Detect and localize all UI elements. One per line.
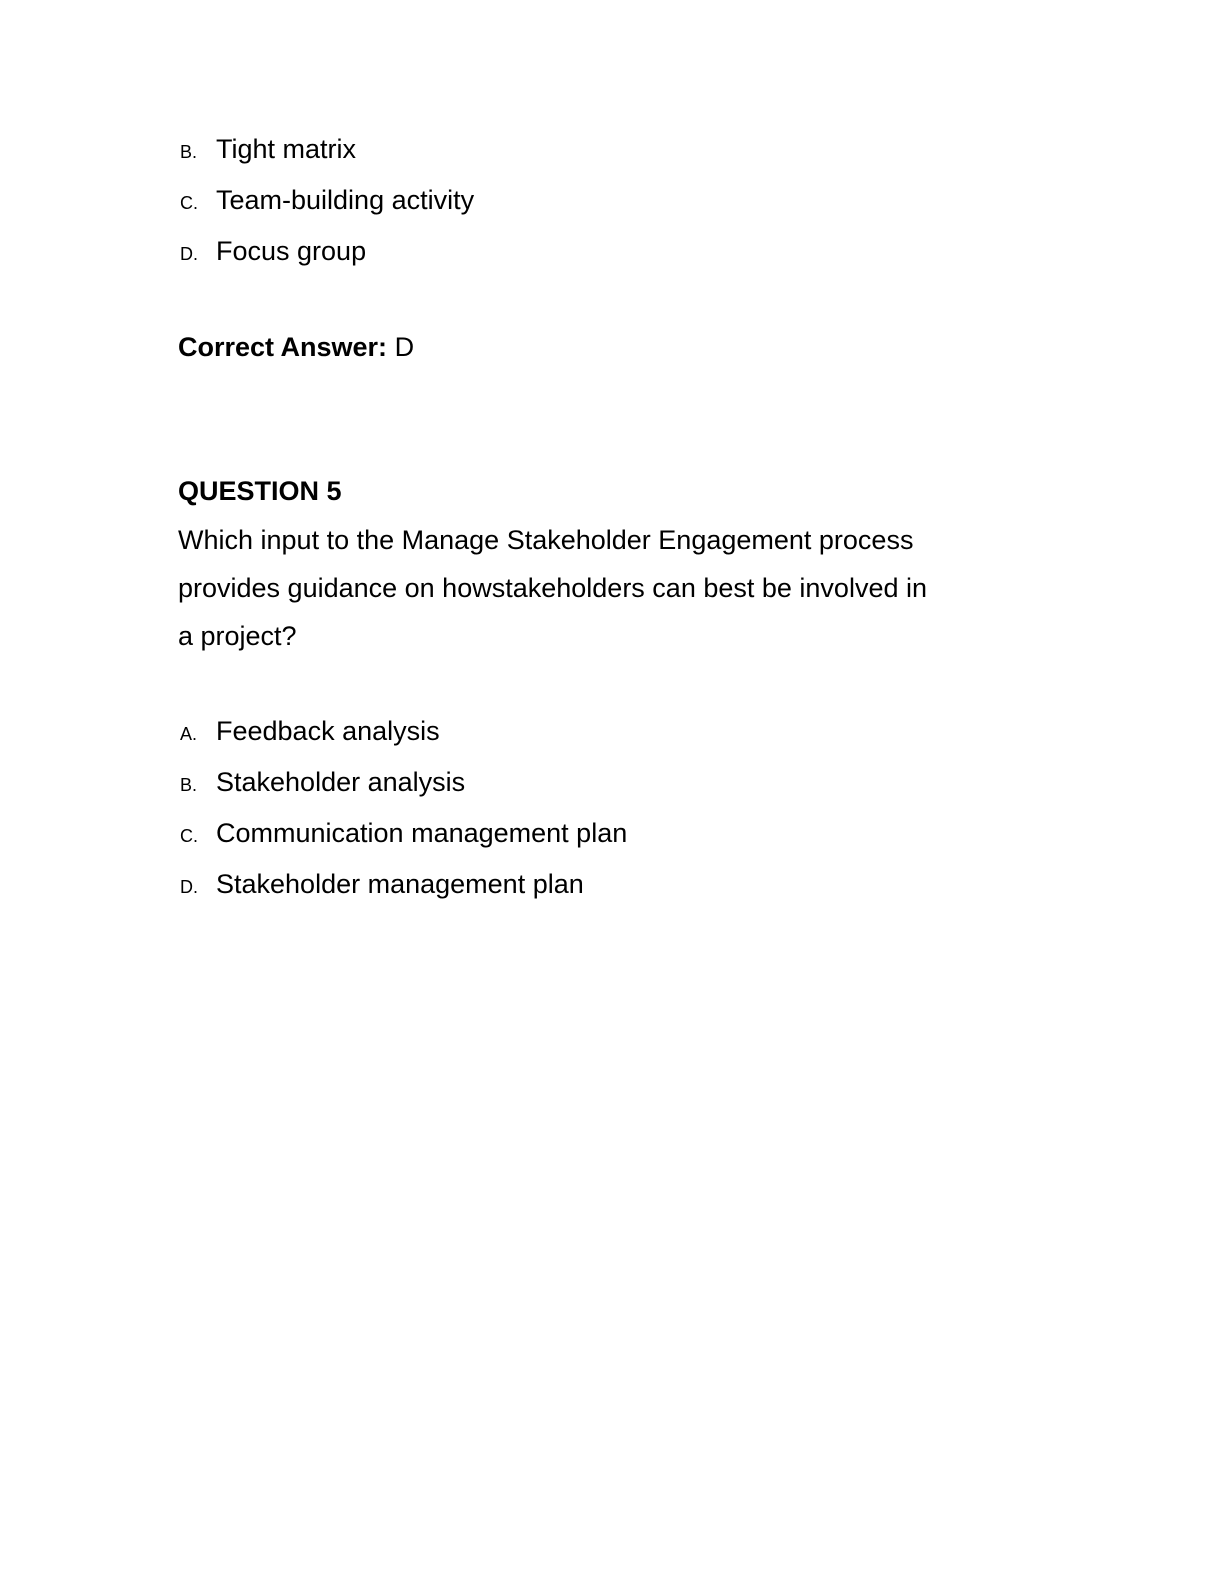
option-c (180, 180, 474, 220)
option-letter: D. (180, 877, 198, 897)
option-text: Stakeholder management plan (216, 869, 584, 899)
option-text: Team-building activity (216, 185, 475, 215)
option-letter: D. (180, 244, 198, 264)
option-letter: B. (180, 142, 198, 162)
option-c (180, 813, 627, 853)
correct-answer (178, 323, 414, 371)
question-heading: QUESTION 5 (178, 476, 342, 506)
option-b (180, 762, 465, 802)
option-text: Communication management plan (216, 818, 628, 848)
question-text-line: provides guidance on howstakeholders can best be involved in (178, 573, 927, 603)
answer-value: D (394, 332, 415, 362)
option-letter: C. (180, 193, 198, 213)
option-letter: A. (180, 724, 198, 744)
question-text-line: a project? (178, 621, 297, 651)
option-letter: C. (180, 826, 198, 846)
option-text: Stakeholder analysis (216, 767, 466, 797)
option-text: Feedback analysis (216, 716, 440, 746)
option-d (180, 864, 584, 904)
option-text: Focus group (216, 236, 367, 266)
option-text: Tight matrix (216, 134, 357, 164)
question-text-line: Which input to the Manage Stakeholder Engagement process (178, 525, 914, 555)
answer-label: Correct Answer: (178, 332, 388, 362)
option-d (180, 231, 366, 271)
option-b (180, 129, 356, 169)
option-letter: B. (180, 775, 198, 795)
option-a (180, 711, 440, 751)
